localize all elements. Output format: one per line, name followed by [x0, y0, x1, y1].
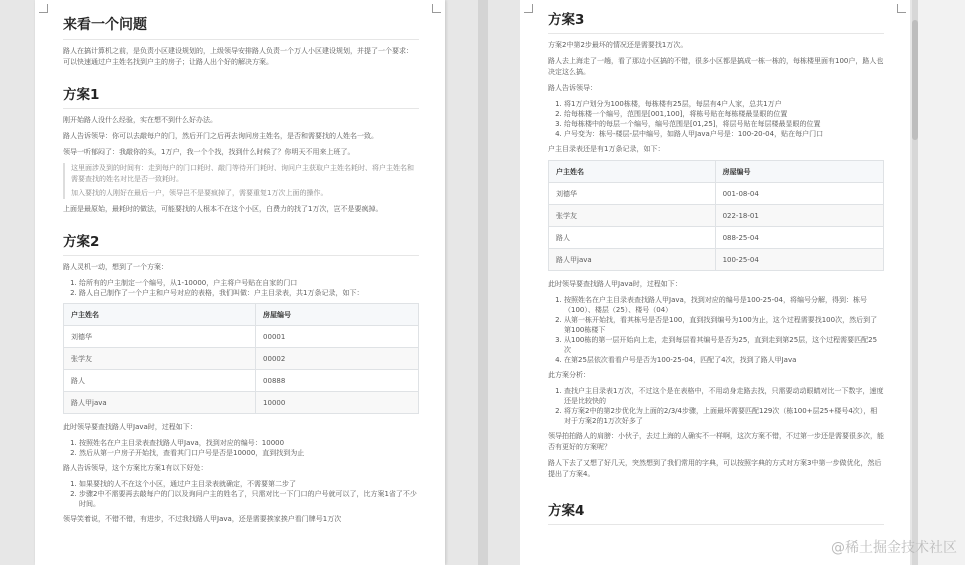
ordered-list: [63, 479, 419, 509]
table-cell: 路人: [64, 370, 256, 392]
list-item: 2. 然后从第一户房子开始找，查看其门口户号是否是10000，直到找到为止: [79, 448, 419, 458]
owner-table: [63, 303, 419, 414]
table-cell: 00001: [256, 326, 419, 348]
list-item: 1. 给所有的户主制定一个编号，从1-10000，户主将户号贴在自家的门口: [79, 278, 419, 288]
ordered-list: [548, 386, 884, 426]
ordered-list: [548, 99, 884, 139]
table-row: [549, 227, 884, 249]
paragraph: 户主目录表还是有1万条记录，如下：: [548, 145, 665, 153]
table-cell: 10000: [256, 392, 419, 414]
ordered-list: [63, 278, 419, 298]
heading-plan-4: 方案4: [548, 499, 884, 525]
table-header: 房屋编号: [256, 304, 419, 326]
page-corner-mark: [524, 4, 533, 13]
watermark: @稀土掘金技术社区: [831, 540, 957, 556]
table-cell: 088-25-04: [715, 227, 883, 249]
table-cell: 张学友: [549, 205, 716, 227]
table-cell: 100-25-04: [715, 249, 883, 271]
page-corner-mark: [39, 4, 48, 13]
list-item: 1. 如果要找的人不在这个小区，通过户主目录表就确定，不需要第二步了: [79, 479, 419, 489]
paragraph: 路人去上海走了一趟，看了那边小区搞的不错，很多小区都是搞成一栋一栋的，每栋楼里面有100户，路人也决定这么搞。: [548, 57, 884, 76]
paragraph: 方案2中第2步最坏的情况还是需要找1万次。: [548, 41, 688, 49]
table-row: [64, 348, 419, 370]
table-cell: 路人: [549, 227, 716, 249]
table-row: [549, 249, 884, 271]
table-row: [549, 183, 884, 205]
ordered-list: [63, 438, 419, 458]
list-item: 2. 将方案2中的第2步优化为上面的2/3/4步骤，上面最坏需要匹配129次（栋100+层25+楼号4次），相对于方案2的1万次好多了: [564, 406, 884, 426]
list-item: 1. 查找户主目录表1万次，不过这个是在表格中，不用动身走路去找，只需要动动眼睛对比一下数字，速度还是比较快的: [564, 386, 884, 406]
table-cell: 00888: [256, 370, 419, 392]
scrollbar[interactable]: [912, 0, 918, 565]
page-corner-mark: [897, 4, 906, 13]
heading-plan-3: 方案3: [548, 8, 884, 34]
paragraph: 路人告诉领导：你可以去敲每户的门，然后开门之后再去询问房主姓名，是否和需要找的人姓名一致。: [63, 132, 378, 140]
paragraph: 领导一听郁闷了：我敲你的头，1万户，我一个个找，找到什么时候了？你明天不用来上班了。: [63, 148, 355, 156]
list-item: 4. 户号变为：栋号-楼层-层中编号，如路人甲Java户号是：100-20-04，贴在每户门口: [564, 129, 884, 139]
paragraph: 路人告诉领导，这个方案比方案1有以下好处：: [63, 464, 208, 472]
page-corner-mark: [432, 4, 441, 13]
quote-text: 这里面涉及到的时间有：走到每户的门口耗时、敲门等待开门耗时、询问户主获取户主姓名耗时、将户主姓名和需要查找的姓名对比是否一致耗时。: [71, 164, 414, 183]
list-item: 2. 给每栋楼一个编号，范围是[001,100]，将栋号贴在每栋楼最显眼的位置: [564, 109, 884, 119]
scroll-thumb[interactable]: [912, 20, 918, 140]
right-gutter: [918, 0, 965, 565]
table-row: [549, 205, 884, 227]
list-item: 4. 在第25层依次看看户号是否为100-25-04，匹配了4次，找到了路人甲Java: [564, 355, 884, 365]
paragraph: 路人下去了又想了好几天，突然想到了我们常用的字典，可以按照字典的方式对方案3中第一步做优化，然后提出了方案4。: [548, 459, 882, 478]
paragraph: 领导笑着说，不错不错，有进步，不过我找路人甲Java，还是需要挨家挨户看门牌号1万次: [63, 515, 342, 523]
list-item: 3. 给每栋楼中的每层一个编号，编号范围是[01,25]，将层号贴在每层楼最显眼的位置: [564, 119, 884, 129]
page-title: 来看一个问题: [63, 14, 419, 40]
table-cell: 路人甲java: [64, 392, 256, 414]
paragraph: 路人告诉领导：: [548, 84, 597, 92]
table-cell: 刘德华: [549, 183, 716, 205]
list-item: 2. 路人自己制作了一个户主和户号对应的表格，我们叫做：户主目录表，共1万条记录，如下：: [79, 288, 419, 298]
table-cell: 00002: [256, 348, 419, 370]
quote-text: 加入要找的人刚好在最后一户，领导岂不是要疯掉了，需要重复1万次上面的操作。: [71, 189, 328, 197]
heading-plan-2: 方案2: [63, 230, 419, 256]
table-row: [64, 392, 419, 414]
paragraph: 上面是最原始，最耗时的做法，可能要找的人根本不在这个小区，白费力的找了1万次，岂不是要疯掉。: [63, 205, 383, 213]
paragraph: 此方案分析：: [548, 371, 590, 379]
table-cell: 张学友: [64, 348, 256, 370]
list-item: 3. 从100栋的第一层开始向上走，走到每层看其编号是否为25，直到走到第25层，这个过程需要匹配25次: [564, 335, 884, 355]
page-divider: [478, 0, 488, 565]
table-row: [64, 370, 419, 392]
list-item: 1. 按照姓名在户主目录表查找路人甲Java，找到对应的编号：10000: [79, 438, 419, 448]
paragraph: 此时领导要查找路人甲Java时，过程如下：: [548, 280, 682, 288]
table-header: 户主姓名: [64, 304, 256, 326]
right-page: [520, 0, 910, 565]
table-header: 房屋编号: [715, 161, 883, 183]
paragraph: 刚开始路人没什么经验，实在想不到什么好办法。: [63, 116, 217, 124]
table-cell: 001-08-04: [715, 183, 883, 205]
table-cell: 022-18-01: [715, 205, 883, 227]
table-header: 户主姓名: [549, 161, 716, 183]
owner-table: [548, 160, 884, 271]
table-cell: 刘德华: [64, 326, 256, 348]
heading-plan-1: 方案1: [63, 83, 419, 109]
intro-paragraph: 路人在搞计算机之前，是负责小区建设规划的，上级领导安排路人负责一个万人小区建设规划，并提了一个要求：可以快速通过户主姓名找到户主的房子；让路人出个好的解决方案。: [63, 47, 413, 66]
paragraph: 此时领导要查找路人甲Java时，过程如下：: [63, 423, 197, 431]
blockquote: [63, 163, 419, 199]
list-item: 1. 按照姓名在户主目录表查找路人甲Java，找到对应的编号是100-25-04，将编号分解，得到：栋号（100）、楼层（25）、楼号（04）: [564, 295, 884, 315]
table-cell: 路人甲java: [549, 249, 716, 271]
list-item: 1. 将1万户划分为100栋楼，每栋楼有25层，每层有4户人家，总共1万户: [564, 99, 884, 109]
ordered-list: [548, 295, 884, 365]
list-item: 2. 步骤2中不需要再去敲每户的门以及询问户主的姓名了，只需对比一下门口的户号就可以了，比方案1省了不少时间。: [79, 489, 419, 509]
left-page: [35, 0, 445, 565]
paragraph: 路人灵机一动，想到了一个方案：: [63, 263, 168, 271]
paragraph: 领导拍拍路人的肩膀：小伙子，去过上海的人确实不一样啊，这次方案不错，不过第一步还是需要很多次，能否有更好的方案呢？: [548, 432, 884, 451]
list-item: 2. 从第一栋开始找，看其栋号是否是100，直到找到编号为100为止，这个过程需要找100次，然后到了第100栋楼下: [564, 315, 884, 335]
table-row: [64, 326, 419, 348]
